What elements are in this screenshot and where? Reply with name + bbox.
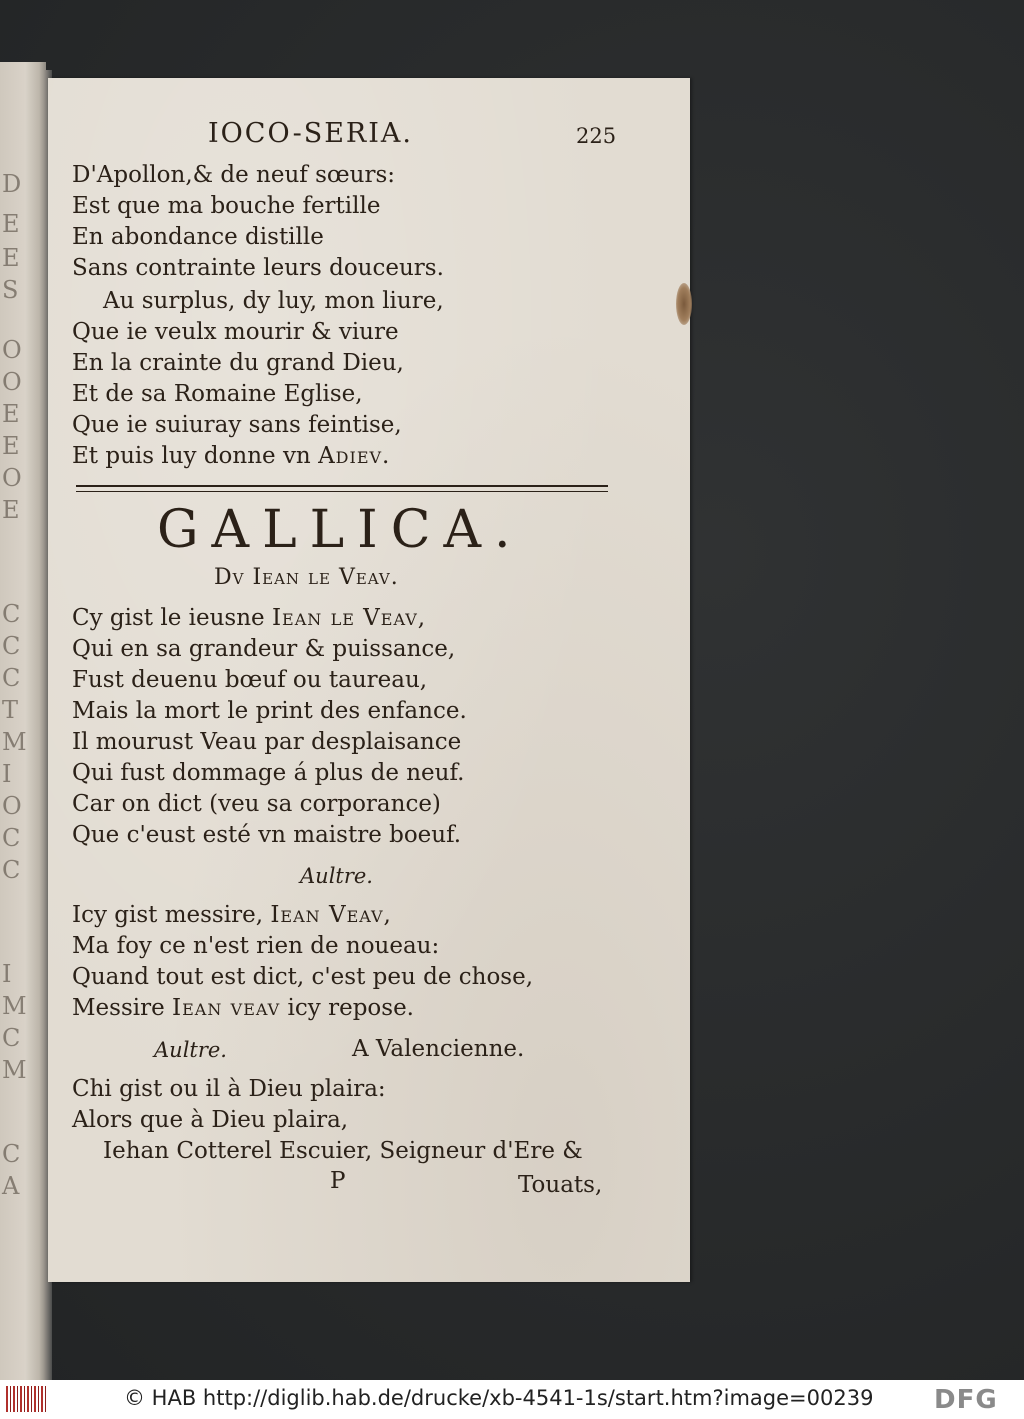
copyright-url[interactable]: © HAB http://diglib.hab.de/drucke/xb-4541-1s/start.htm?image=00239 xyxy=(124,1386,874,1410)
ghost-letter: O xyxy=(2,336,22,364)
verse-line: En la crainte du grand Dieu, xyxy=(72,350,404,376)
verse-text: Et puis luy donne vn xyxy=(72,443,311,469)
verse-line: Mais la mort le print des enfance. xyxy=(72,698,467,724)
epitaph-2 xyxy=(72,900,533,1024)
epitaph-3 xyxy=(72,1074,583,1167)
verse-line: Iehan Cotterel Escuier, Seigneur d'Ere & xyxy=(103,1138,583,1164)
ghost-letter: E xyxy=(2,210,20,238)
ghost-letter: S xyxy=(2,276,19,304)
aultre-heading: Aultre. xyxy=(154,1038,227,1062)
small-caps-name: Adiev. xyxy=(318,443,391,469)
verse-line: Que ie veulx mourir & viure xyxy=(72,319,399,345)
verse-line: D'Apollon,& de neuf sœurs: xyxy=(72,162,396,188)
footer-bar xyxy=(0,1380,1024,1419)
verse-line: Il mourust Veau par desplaisance xyxy=(72,729,462,755)
ghost-letter: A xyxy=(2,1172,20,1200)
ghost-letter: O xyxy=(2,368,22,396)
verse-line: Au surplus, dy luy, mon liure, xyxy=(103,288,444,314)
ghost-letter: O xyxy=(2,464,22,492)
verse-line: Quand tout est dict, c'est peu de chose, xyxy=(72,964,534,990)
ghost-letter: E xyxy=(2,400,20,428)
verse-line: Qui fust dommage á plus de neuf. xyxy=(72,760,465,786)
section-divider xyxy=(76,485,608,492)
small-caps-name: Iean Veav, xyxy=(270,902,392,928)
stanza-2 xyxy=(72,286,444,472)
ghost-letter: O xyxy=(2,792,22,820)
poem-subtitle: Dv Iean le Veav. xyxy=(214,565,399,590)
ghost-letter: I xyxy=(2,960,12,988)
verse-line xyxy=(72,993,533,1024)
verse-line: Alors que à Dieu plaira, xyxy=(72,1107,349,1133)
epitaph-1 xyxy=(72,603,467,851)
ghost-letter: T xyxy=(2,696,19,724)
ghost-letter: M xyxy=(2,1056,27,1084)
verse-line: Est que ma bouche fertille xyxy=(72,193,381,219)
verse-line xyxy=(72,900,533,931)
signature-mark: P xyxy=(330,1168,346,1194)
ghost-letter: C xyxy=(2,824,21,852)
verse-line: Qui en sa grandeur & puissance, xyxy=(72,636,456,662)
ghost-letter: M xyxy=(2,992,27,1020)
verse-line: Et de sa Romaine Eglise, xyxy=(72,381,363,407)
verse-line: Chi gist ou il à Dieu plaira: xyxy=(72,1076,386,1102)
ghost-letter: C xyxy=(2,1024,21,1052)
verse-text: Messire xyxy=(72,995,165,1021)
small-caps-name: Iean veav xyxy=(172,995,281,1021)
ghost-letter: C xyxy=(2,1140,21,1168)
running-header: IOCO-SERIA. xyxy=(208,118,413,149)
verse-line: En abondance distille xyxy=(72,224,324,250)
ghost-letter: M xyxy=(2,728,27,756)
previous-page-edge xyxy=(0,62,46,1380)
ghost-letter: C xyxy=(2,600,21,628)
section-title: GALLICA. xyxy=(157,500,524,560)
stanza-1 xyxy=(72,160,444,284)
verse-line: Que c'eust esté vn maistre boeuf. xyxy=(72,822,462,848)
verse-line: Ma foy ce n'est rien de noueau: xyxy=(72,933,440,959)
paper-stain xyxy=(676,283,692,325)
verse-line: Que ie suiuray sans feintise, xyxy=(72,412,402,438)
ghost-letter: C xyxy=(2,664,21,692)
ghost-letter: C xyxy=(2,632,21,660)
verse-line: Car on dict (veu sa corporance) xyxy=(72,791,441,817)
ghost-letter: C xyxy=(2,856,21,884)
verse-text: icy repose. xyxy=(287,995,414,1021)
barcode-icon xyxy=(6,1386,46,1412)
verse-line xyxy=(72,441,444,472)
verse-line xyxy=(72,603,467,634)
ghost-letter: D xyxy=(2,170,22,198)
ghost-letter: E xyxy=(2,432,20,460)
catchword: Touats, xyxy=(518,1172,603,1198)
ghost-letter: E xyxy=(2,496,20,524)
ghost-letter: E xyxy=(2,244,20,272)
verse-line: Sans contrainte leurs douceurs. xyxy=(72,255,444,281)
aultre-heading: Aultre. xyxy=(300,864,373,888)
verse-text: Icy gist messire, xyxy=(72,902,264,928)
verse-line: Fust deuenu bœuf ou taureau, xyxy=(72,667,428,693)
verse-text: Cy gist le ieusne xyxy=(72,605,265,631)
place-heading: A Valencienne. xyxy=(352,1036,525,1062)
small-caps-name: Iean le Veav, xyxy=(271,605,427,631)
page-number: 225 xyxy=(576,124,617,148)
ghost-letter: I xyxy=(2,760,12,788)
dfg-logo: DFG xyxy=(934,1385,998,1415)
